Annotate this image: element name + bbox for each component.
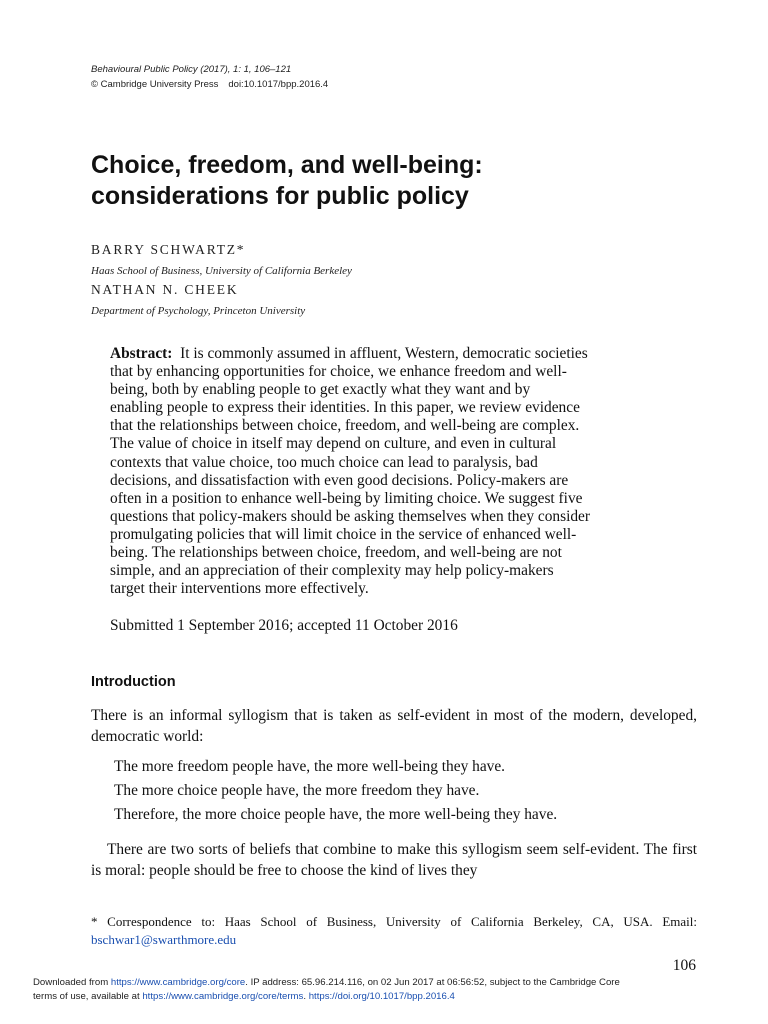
title-line-2: considerations for public policy (91, 182, 469, 210)
author-1-name: BARRY SCHWARTZ* (91, 242, 246, 257)
download-notice (33, 976, 749, 1003)
abstract-line: target their interventions more effectively. (110, 580, 369, 598)
abstract-line: contexts that value choice, too much choice can lead to paralysis, bad (110, 453, 538, 471)
intro-paragraph: There is an informal syllogism that is taken as self-evident in most of the modern, developed, democratic world: (91, 707, 697, 745)
doi-link[interactable]: https://doi.org/10.1017/bpp.2016.4 (308, 990, 455, 1002)
submission-dates: Submitted 1 September 2016; accepted 11 October 2016 (110, 617, 458, 634)
author-1-affiliation: Haas School of Business, University of California Berkeley (91, 265, 352, 277)
abstract-line: questions that policy-makers should be asking themselves when they consider (110, 507, 591, 525)
journal-citation: Behavioural Public Policy (2017), 1: 1, 106–121 (91, 64, 292, 75)
journal-publisher-line (91, 77, 328, 92)
download-line-1 (33, 976, 749, 990)
core-link[interactable]: https://www.cambridge.org/core (110, 977, 246, 988)
abstract-line: promulgating policies that will limit choice in the service of enhanced well- (110, 525, 577, 543)
terms-link[interactable]: https://www.cambridge.org/core/terms (142, 990, 304, 1002)
download-line-2: terms of use, available at https://www.cambridge.org/core/terms. https://doi.org/10.1017/bpp.2016.4 (33, 990, 455, 1002)
syllogism-line: The more freedom people have, the more well-being they have. (114, 758, 506, 775)
title-line-1: Choice, freedom, and well-being: (91, 151, 483, 179)
abstract-line: The value of choice in itself may depend on culture, and even in cultural (110, 435, 557, 453)
abstract-line: simple, and an appreciation of their complexity may help policy-makers (110, 562, 554, 580)
section-heading: Introduction (91, 674, 176, 690)
abstract-line: being, both by enabling people to get exactly what they want and by (110, 381, 531, 399)
journal-header (91, 62, 328, 92)
abstract-line: that the relationships between choice, freedom, and well-being are complex. (110, 417, 580, 435)
download-middle: . IP address: 65.96.214.116, on 02 Jun 2017 at 06:56:52, subject to the Cambridge Core (245, 977, 620, 988)
article-doi: doi:10.1017/bpp.2016.4 (228, 79, 329, 90)
article-title (91, 150, 691, 212)
email-link[interactable]: bschwar1@swarthmore.edu (91, 932, 237, 947)
abstract-label: Abstract: (110, 345, 173, 362)
footnote-text: * Correspondence to: Haas School of Business, University of California Berkeley, CA, USA. Email: (91, 914, 697, 929)
body-paragraph: There are two sorts of beliefs that combine to make this syllogism seem self-evident. The first is moral: people should be free to choose the kind of lives they (91, 841, 697, 879)
author-2-affiliation: Department of Psychology, Princeton University (91, 305, 306, 317)
page-number: 106 (672, 957, 696, 974)
author-2-name: NATHAN N. CHEEK (91, 282, 239, 297)
abstract-line: enabling people to express their identities. In this paper, we review evidence (110, 399, 580, 417)
abstract-line: decisions, and dissatisfaction with even good decisions. Policy-makers are (110, 471, 569, 489)
publisher: © Cambridge University Press (91, 79, 219, 90)
download-prefix: Downloaded from (33, 977, 109, 988)
syllogism-line: The more choice people have, the more freedom they have. (114, 782, 480, 799)
abstract-line: that by enhancing opportunities for choice, we enhance freedom and well- (110, 363, 567, 381)
abstract-line: often in a position to enhance well-being by limiting choice. We suggest five (110, 489, 583, 507)
syllogism-line: Therefore, the more choice people have, the more well-being they have. (114, 806, 558, 823)
abstract-line: Abstract: It is commonly assumed in affluent, Western, democratic societies (110, 345, 588, 362)
terms-prefix: terms of use, available at (33, 990, 140, 1002)
abstract-line: being. The relationships between choice, freedom, and well-being are not (110, 544, 562, 562)
abstract (110, 345, 678, 598)
correspondence-footnote (91, 913, 697, 949)
